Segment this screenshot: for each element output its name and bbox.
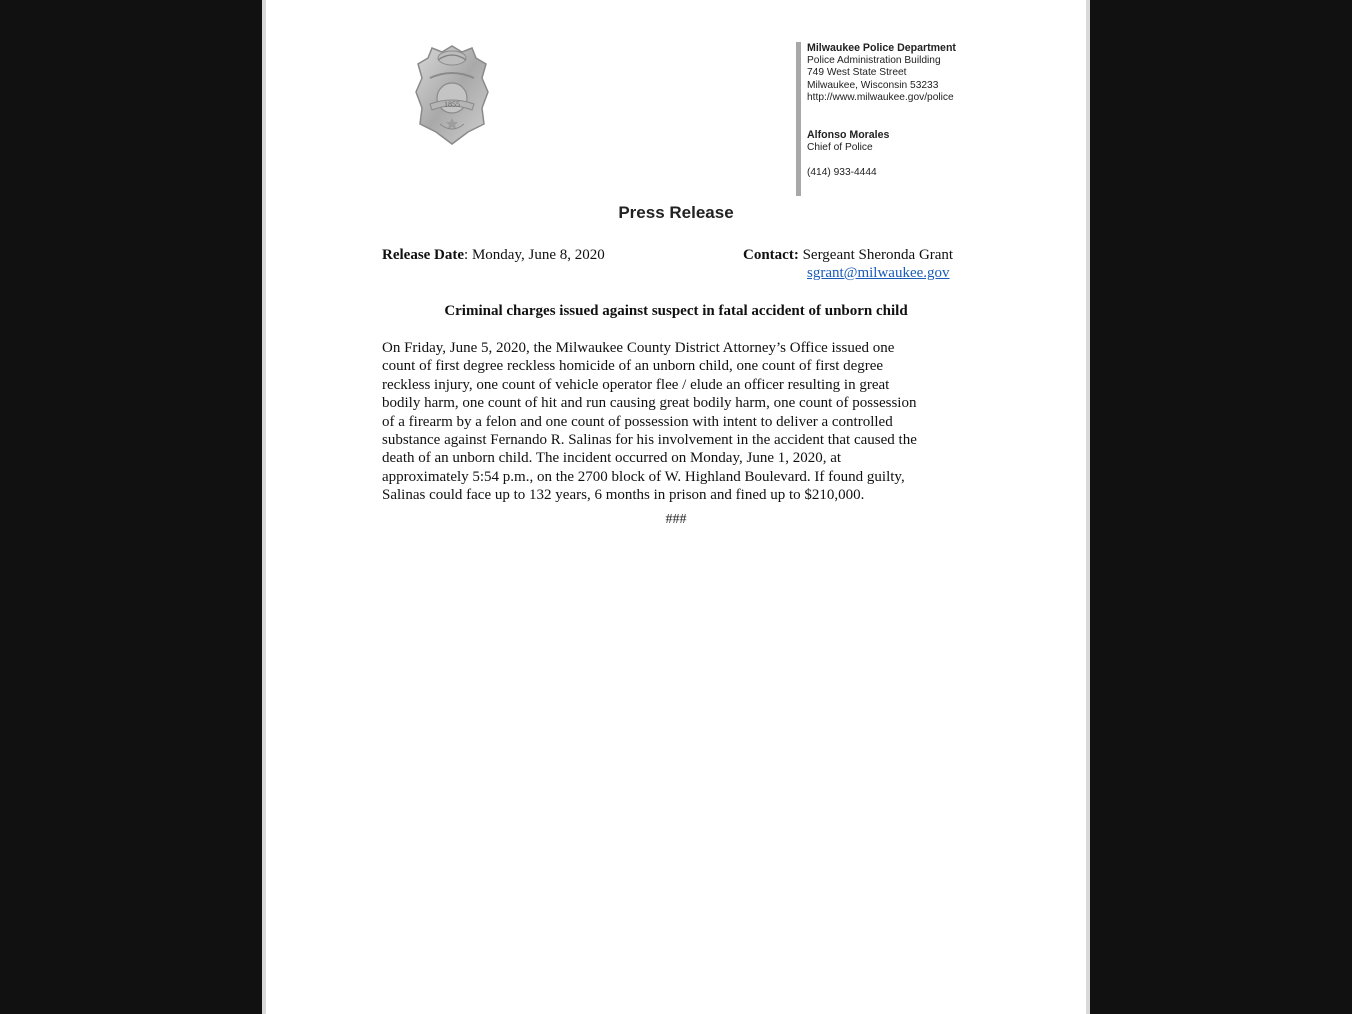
- end-mark: ###: [665, 512, 687, 527]
- body-paragraph: [382, 339, 972, 505]
- city-state-zip: Milwaukee, Wisconsin 53233: [807, 79, 939, 91]
- page-title: Press Release: [618, 203, 734, 222]
- contact-email-link[interactable]: sgrant@milwaukee.gov: [807, 265, 950, 281]
- body-line: death of an unborn child. The incident occurred on Monday, June 1, 2020, at: [382, 450, 842, 467]
- street-address: 749 West State Street: [807, 67, 907, 79]
- website-link[interactable]: http://www.milwaukee.gov/police: [807, 92, 954, 104]
- body-line: of a firearm by a felon and one count of possession with intent to deliver a controlled: [382, 413, 893, 430]
- release-date-value: : Monday, June 8, 2020: [464, 247, 605, 263]
- contact-label: Contact:: [743, 247, 799, 263]
- body-line: bodily harm, one count of hit and run causing great bodily harm, one count of possession: [382, 395, 917, 412]
- body-line: Salinas could face up to 132 years, 6 months in prison and fined up to $210,000.: [382, 487, 865, 504]
- chief-name: Alfonso Morales: [807, 128, 890, 141]
- body-line: approximately 5:54 p.m., on the 2700 block of W. Highland Boulevard. If found guilty,: [382, 468, 905, 485]
- svg-text:1855: 1855: [444, 100, 460, 109]
- department-name: Milwaukee Police Department: [807, 42, 956, 54]
- release-date: [382, 247, 605, 264]
- contact-name: Sergeant Sheronda Grant: [802, 247, 954, 263]
- contact-info: [743, 247, 953, 264]
- headline: Criminal charges issued against suspect in fatal accident of unborn child: [444, 303, 908, 319]
- body-line: count of first degree reckless homicide of an unborn child, one count of first degree: [382, 358, 884, 375]
- body-line: reckless injury, one count of vehicle operator flee / elude an officer resulting in great: [382, 376, 890, 393]
- building-name: Police Administration Building: [807, 54, 941, 66]
- release-date-label: Release Date: [382, 247, 465, 263]
- body-line: substance against Fernando R. Salinas for his involvement in the accident that caused the: [382, 432, 917, 449]
- police-badge-logo: [412, 42, 492, 146]
- chief-title: Chief of Police: [807, 141, 873, 153]
- body-line: On Friday, June 5, 2020, the Milwaukee County District Attorney’s Office issued one: [382, 340, 895, 356]
- document-page: [262, 0, 1090, 1014]
- letterhead: [796, 42, 956, 196]
- phone-number: (414) 933-4444: [807, 167, 877, 179]
